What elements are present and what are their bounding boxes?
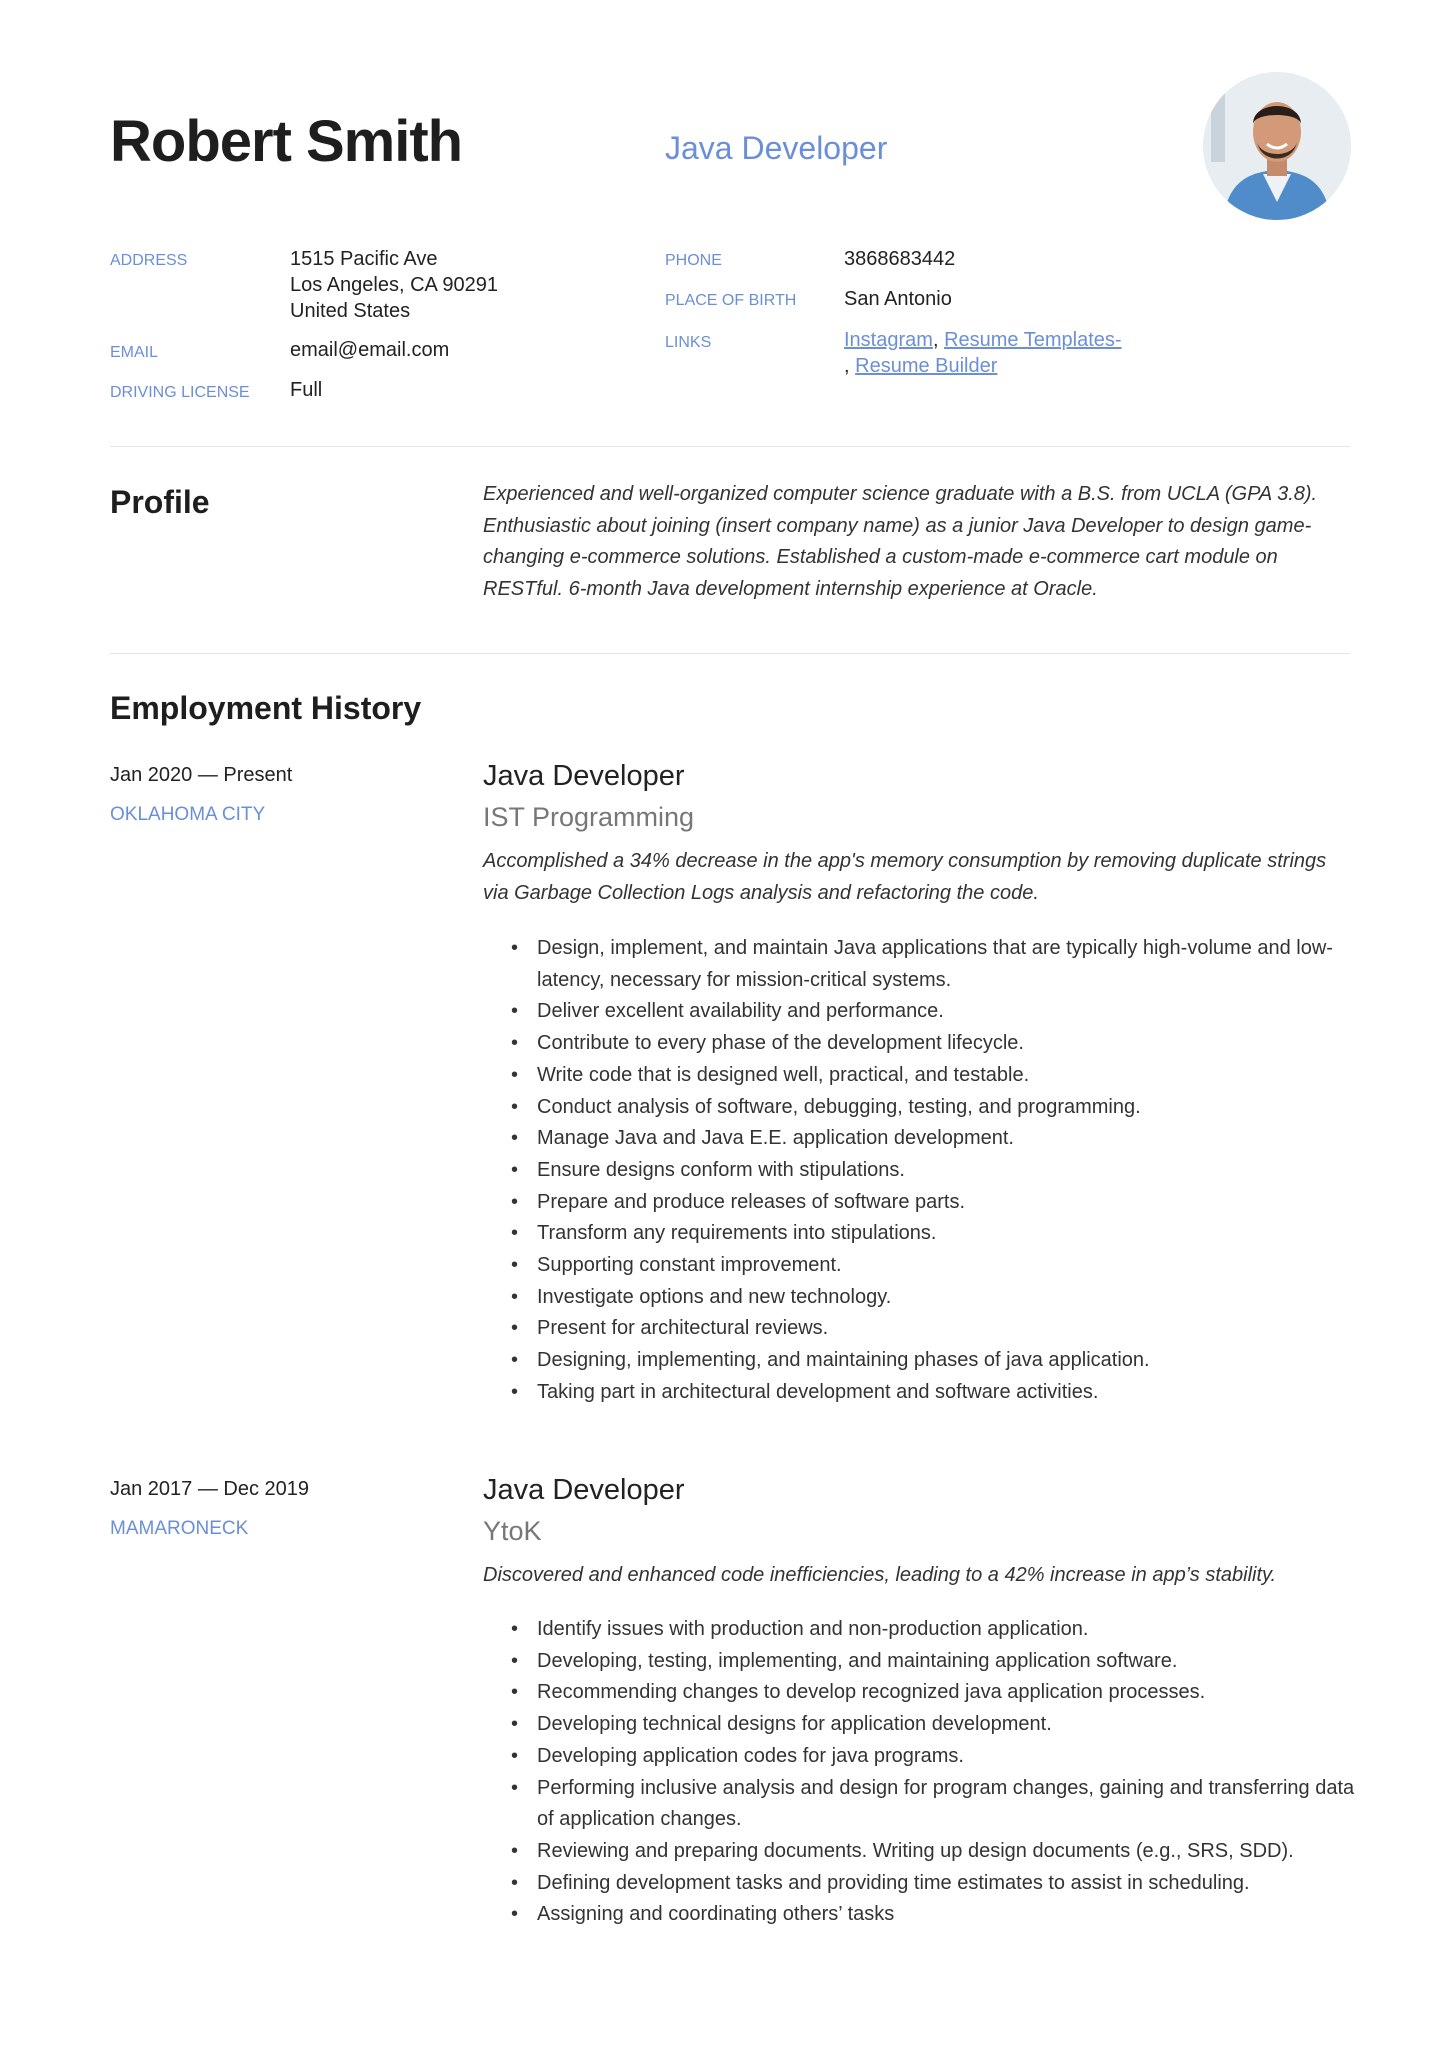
bullet-item	[483, 1092, 1355, 1124]
address-line: Los Angeles, CA 90291	[290, 274, 498, 296]
address-value	[290, 246, 498, 324]
bullet-icon: •	[511, 1903, 519, 1926]
bullet-item	[483, 1614, 1355, 1646]
job-position: Java Developer	[483, 760, 685, 792]
bullet-icon: •	[511, 1158, 519, 1181]
bullet-icon: •	[511, 1190, 519, 1213]
divider	[110, 653, 1350, 654]
bullet-icon: •	[511, 1063, 519, 1086]
bullet-item	[483, 933, 1355, 996]
bullet-icon: •	[511, 1871, 519, 1894]
bullet-item	[483, 1282, 1355, 1314]
employment-heading: Employment History	[110, 690, 422, 726]
address-line: United States	[290, 300, 411, 322]
bullet-icon: •	[511, 1254, 519, 1277]
bullet-icon: •	[511, 1713, 519, 1736]
job-company: IST Programming	[483, 802, 695, 832]
bullet-icon: •	[511, 1285, 519, 1308]
bullet-icon: •	[511, 1744, 519, 1767]
bullet-text: Developing application codes for java programs.	[537, 1744, 964, 1767]
bullet-item	[483, 1677, 1355, 1709]
bullet-item	[483, 1345, 1355, 1377]
bullet-icon: •	[511, 1776, 519, 1799]
bullet-text: Ensure designs conform with stipulations.	[537, 1158, 905, 1181]
bullet-text: Identify issues with production and non-production application.	[537, 1618, 1089, 1640]
job-bullets	[483, 933, 1355, 1409]
bullet-text: Transform any requirements into stipulations.	[537, 1222, 937, 1245]
bullet-icon: •	[511, 1681, 519, 1704]
bullet-text: Design, implement, and maintain Java applications that are typically high-volume and low-latency, necessary for mission-critical systems.	[537, 937, 1333, 991]
bullet-icon: •	[511, 1127, 519, 1150]
profile-photo	[1203, 72, 1351, 220]
bullet-icon: •	[511, 1317, 519, 1340]
bullet-icon: •	[511, 1380, 519, 1403]
bullet-item	[483, 1123, 1355, 1155]
bullet-item	[483, 1646, 1355, 1678]
phone-label: PHONE	[665, 252, 722, 269]
bullet-text: Contribute to every phase of the development lifecycle.	[537, 1032, 1024, 1055]
bullet-icon: •	[511, 937, 519, 959]
bullet-item	[483, 1187, 1355, 1219]
address-label: ADDRESS	[110, 252, 188, 269]
bullet-text: Reviewing and preparing documents. Writing up design documents (e.g., SRS, SDD).	[537, 1839, 1294, 1862]
bullet-item	[483, 1155, 1355, 1187]
bullet-text: Present for architectural reviews.	[537, 1317, 829, 1340]
email-label: EMAIL	[110, 344, 159, 361]
bullet-text: Designing, implementing, and maintaining phases of java application.	[537, 1349, 1150, 1372]
job-bullets	[483, 1614, 1355, 1931]
address-line: 1515 Pacific Ave	[290, 248, 438, 270]
email-value: email@email.com	[290, 339, 450, 361]
bullet-item	[483, 1028, 1355, 1060]
bullet-icon: •	[511, 1000, 519, 1023]
bullet-item	[483, 1060, 1355, 1092]
bullet-text: Defining development tasks and providing time estimates to assist in scheduling.	[537, 1871, 1250, 1894]
bullet-text: Supporting constant improvement.	[537, 1254, 842, 1277]
bullet-icon: •	[511, 1349, 519, 1372]
bullet-icon: •	[511, 1095, 519, 1118]
bullet-text: Deliver excellent availability and performance.	[537, 1000, 944, 1023]
bullet-text: Developing technical designs for application development.	[537, 1713, 1052, 1736]
link-separator: ,	[932, 329, 945, 351]
bullet-icon: •	[511, 1032, 519, 1055]
bullet-text: Developing, testing, implementing, and maintaining application software.	[537, 1649, 1178, 1672]
divider	[110, 446, 1350, 447]
job-title: Java Developer	[665, 130, 888, 166]
license-label: DRIVING LICENSE	[110, 384, 250, 401]
job-summary: Discovered and enhanced code inefficiencies, leading to a 42% increase in app’s stability.	[483, 1564, 1277, 1586]
bullet-text: Manage Java and Java E.E. application development.	[537, 1127, 1014, 1150]
phone-value: 3868683442	[844, 248, 956, 270]
bullet-item	[483, 1218, 1355, 1250]
links-label: LINKS	[665, 334, 712, 351]
birth-value: San Antonio	[844, 288, 952, 310]
job-location: OKLAHOMA CITY	[110, 804, 266, 825]
bullet-item	[483, 1741, 1355, 1773]
bullet-text: Conduct analysis of software, debugging, testing, and programming.	[537, 1095, 1141, 1118]
bullet-item	[483, 1709, 1355, 1741]
bullet-text: Prepare and produce releases of software parts.	[537, 1190, 966, 1213]
instagram-link[interactable]: Instagram	[844, 329, 933, 351]
bullet-item	[483, 1773, 1355, 1836]
candidate-name: Robert Smith	[110, 109, 463, 174]
license-value: Full	[290, 379, 323, 401]
bullet-text: Investigate options and new technology.	[537, 1285, 892, 1308]
bullet-item	[483, 1899, 1355, 1931]
bullet-item	[483, 1377, 1355, 1409]
birth-label: PLACE OF BIRTH	[665, 292, 797, 309]
resume-builder-link[interactable]: Resume Builder	[855, 355, 998, 377]
profile-text: Experienced and well-organized computer science graduate with a B.S. from UCLA (GPA 3.8). Enthusiastic about joining (insert company name) as a junior Java Developer to design game-changing e-commerce solutions. Established a custom-made e-commerce cart module on RESTful. 6-month Java development internship experience at Oracle.	[483, 483, 1318, 601]
bullet-item	[483, 996, 1355, 1028]
bullet-text: Recommending changes to develop recognized java application processes.	[537, 1681, 1206, 1704]
job-summary: Accomplished a 34% decrease in the app's memory consumption by removing duplicate strings via Garbage Collection Logs analysis and refactoring the code.	[483, 850, 1327, 904]
bullet-text: Taking part in architectural development and software activities.	[537, 1380, 1099, 1403]
bullet-text: Performing inclusive analysis and design for program changes, gaining and transferring data of application changes.	[537, 1776, 1355, 1831]
bullet-icon: •	[511, 1618, 519, 1640]
job-dates: Jan 2017 — Dec 2019	[110, 1478, 310, 1500]
bullet-item	[483, 1836, 1355, 1868]
resume-templates-link[interactable]: Resume Templates-	[944, 329, 1122, 351]
links-value	[844, 327, 1164, 379]
bullet-item	[483, 1868, 1355, 1900]
job-company: YtoK	[483, 1516, 542, 1546]
bullet-text: Write code that is designed well, practical, and testable.	[537, 1063, 1030, 1086]
bullet-icon: •	[511, 1222, 519, 1245]
link-separator: ,	[844, 355, 856, 377]
job-location: MAMARONECK	[110, 1518, 249, 1539]
bullet-text: Assigning and coordinating others’ tasks	[537, 1903, 895, 1926]
bullet-item	[483, 1313, 1355, 1345]
profile-heading: Profile	[110, 484, 210, 520]
bullet-icon: •	[511, 1649, 519, 1672]
job-position: Java Developer	[483, 1474, 685, 1506]
job-dates: Jan 2020 — Present	[110, 764, 293, 786]
bullet-icon: •	[511, 1839, 519, 1862]
bullet-item	[483, 1250, 1355, 1282]
